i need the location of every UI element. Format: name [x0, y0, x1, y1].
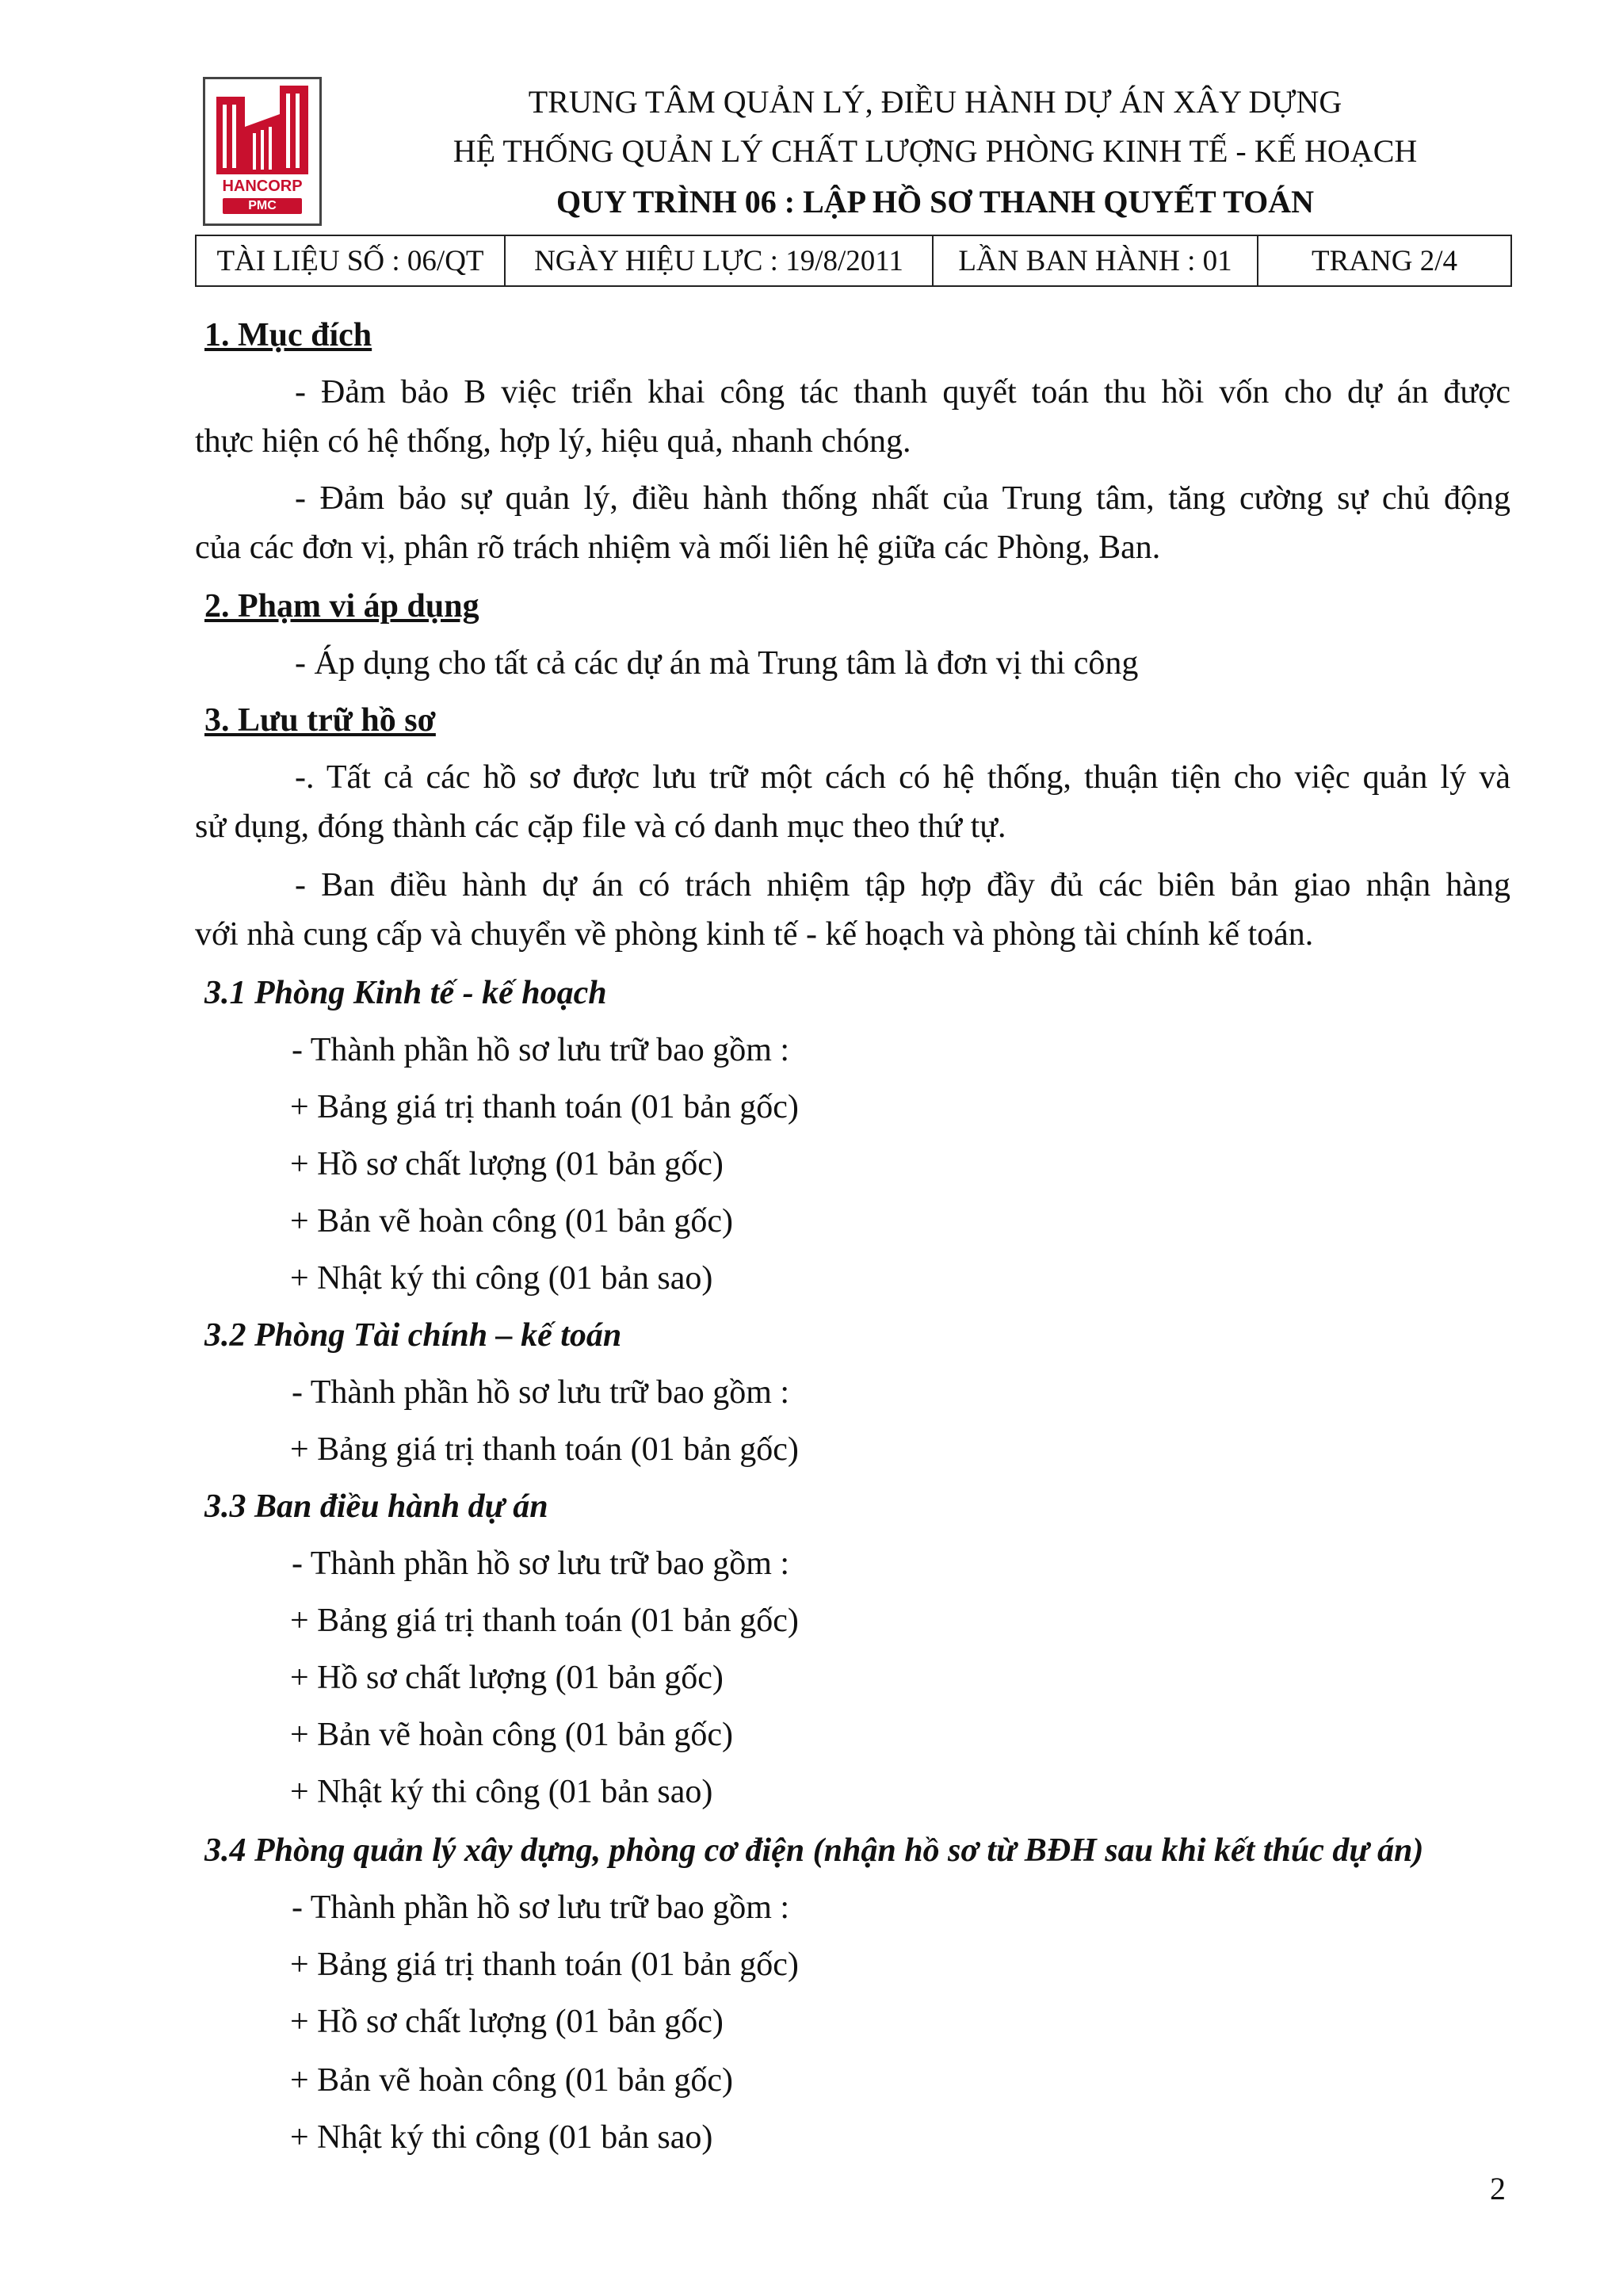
- list-item: + Bảng giá trị thanh toán (01 bản gốc): [290, 1431, 799, 1468]
- list-item: + Bảng giá trị thanh toán (01 bản gốc): [290, 1603, 799, 1639]
- section-3-paragraph-2: - Ban điều hành dự án có trách nhiệm tập hợp đầy đủ các biên bản giao nhận hàng: [295, 867, 1510, 904]
- list-item: + Nhật ký thi công (01 bản sao): [290, 1260, 713, 1297]
- section-1-heading: 1. Mục đích: [204, 317, 372, 353]
- section-1-paragraph-1: - Đảm bảo B việc triển khai công tác thanh quyết toán thu hồi vốn cho dự án được: [295, 374, 1510, 411]
- section-3-paragraph-1: -. Tất cả các hồ sơ được lưu trữ một cách có hệ thống, thuận tiện cho việc quản lý và: [295, 759, 1510, 796]
- document-info-table: [195, 235, 1512, 287]
- logo-sub: PMC: [223, 198, 302, 214]
- section-3-paragraph-2-cont: với nhà cung cấp và chuyển về phòng kinh tế - kế hoạch và phòng tài chính kế toán.: [195, 916, 1314, 953]
- list-item: + Bản vẽ hoàn công (01 bản gốc): [290, 1203, 734, 1240]
- doc-number-cell: TÀI LIỆU SỐ : 06/QT: [196, 235, 505, 286]
- section-3-heading: 3. Lưu trữ hồ sơ: [204, 702, 436, 739]
- list-item: + Bản vẽ hoàn công (01 bản gốc): [290, 2062, 734, 2099]
- section-1-paragraph-2-cont: của các đơn vị, phân rõ trách nhiệm và mối liên hệ giữa các Phòng, Ban.: [195, 529, 1161, 566]
- issue-number-cell: LẦN BAN HÀNH : 01: [933, 235, 1258, 286]
- company-logo: [203, 77, 322, 226]
- list-item: + Hồ sơ chất lượng (01 bản gốc): [290, 1146, 724, 1182]
- list-item: + Bản vẽ hoàn công (01 bản gốc): [290, 1717, 734, 1753]
- subsection-3-2-heading: 3.2 Phòng Tài chính – kế toán: [204, 1317, 622, 1354]
- subsection-3-2-intro: - Thành phần hồ sơ lưu trữ bao gồm :: [292, 1374, 790, 1411]
- logo-name: HANCORP: [222, 178, 303, 195]
- section-2-heading: 2. Phạm vi áp dụng: [204, 588, 479, 625]
- page-cell: TRANG 2/4: [1258, 235, 1511, 286]
- section-3-paragraph-1-cont: sử dụng, đóng thành các cặp file và có danh mục theo thứ tự.: [195, 808, 1006, 845]
- subsection-3-1-heading: 3.1 Phòng Kinh tế - kế hoạch: [204, 975, 607, 1011]
- subsection-3-4-intro: - Thành phần hồ sơ lưu trữ bao gồm :: [292, 1889, 790, 1926]
- list-item: + Nhật ký thi công (01 bản sao): [290, 2119, 713, 2156]
- subsection-3-1-intro: - Thành phần hồ sơ lưu trữ bao gồm :: [292, 1032, 790, 1068]
- section-1-paragraph-1-cont: thực hiện có hệ thống, hợp lý, hiệu quả, nhanh chóng.: [195, 423, 911, 460]
- subsection-3-3-heading: 3.3 Ban điều hành dự án: [204, 1488, 548, 1525]
- list-item: + Bảng giá trị thanh toán (01 bản gốc): [290, 1089, 799, 1125]
- building-logo-icon: [213, 86, 311, 174]
- list-item: + Bảng giá trị thanh toán (01 bản gốc): [290, 1946, 799, 1983]
- effective-date-cell: NGÀY HIỆU LỰC : 19/8/2011: [505, 235, 933, 286]
- header-system: HỆ THỐNG QUẢN LÝ CHẤT LƯỢNG PHÒNG KINH TẾ - KẾ HOẠCH: [453, 133, 1418, 169]
- section-1-paragraph-2: - Đảm bảo sự quản lý, điều hành thống nhất của Trung tâm, tăng cường sự chủ động: [295, 480, 1510, 517]
- page-number: 2: [1490, 2171, 1506, 2206]
- header-org: TRUNG TÂM QUẢN LÝ, ĐIỀU HÀNH DỰ ÁN XÂY DỰNG: [528, 84, 1342, 120]
- subsection-3-4-heading: 3.4 Phòng quản lý xây dựng, phòng cơ điện (nhận hồ sơ từ BĐH sau khi kết thúc dự án): [204, 1832, 1424, 1869]
- section-2-paragraph: - Áp dụng cho tất cả các dự án mà Trung tâm là đơn vị thi công: [295, 645, 1139, 682]
- list-item: + Hồ sơ chất lượng (01 bản gốc): [290, 1660, 724, 1696]
- list-item: + Nhật ký thi công (01 bản sao): [290, 1774, 713, 1810]
- list-item: + Hồ sơ chất lượng (01 bản gốc): [290, 2004, 724, 2040]
- header-procedure-title: QUY TRÌNH 06 : LẬP HỒ SƠ THANH QUYẾT TOÁN: [556, 184, 1315, 220]
- subsection-3-3-intro: - Thành phần hồ sơ lưu trữ bao gồm :: [292, 1545, 790, 1582]
